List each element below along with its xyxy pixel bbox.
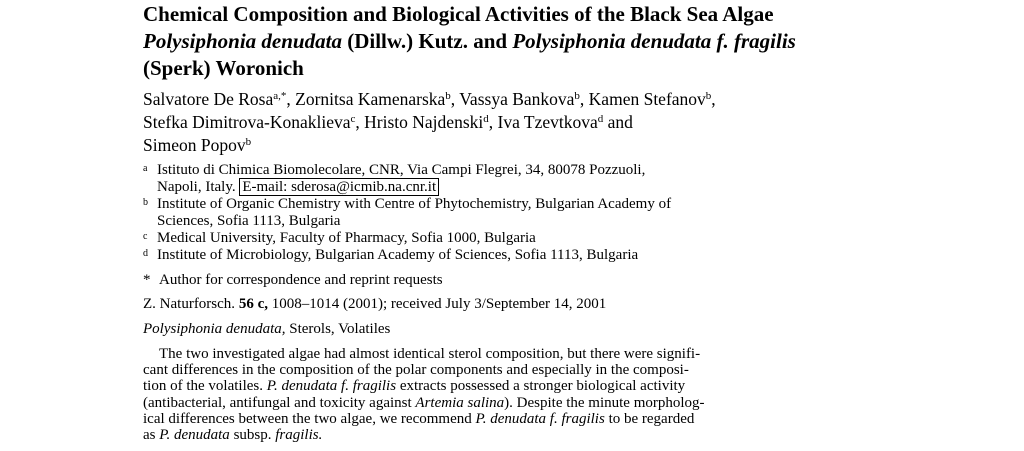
affiliation-mark: b bbox=[143, 197, 148, 208]
author-affil-mark: d bbox=[483, 113, 489, 125]
abstract-species: Artemia salina bbox=[415, 394, 505, 411]
abstract-text: as bbox=[143, 427, 160, 444]
author-name: Simeon Popov bbox=[143, 135, 246, 155]
journal-volume: 56 c, bbox=[238, 296, 268, 312]
affiliation-line: Institute of Microbiology, Bulgarian Academy of Sciences, Sofia 1113, Bulgaria bbox=[157, 247, 639, 263]
correspondence-note bbox=[143, 272, 883, 289]
correspondence-mark: * bbox=[143, 272, 151, 288]
abstract bbox=[143, 346, 808, 443]
paper-title bbox=[143, 1, 883, 82]
affiliation-line bbox=[157, 179, 883, 196]
title-line-2 bbox=[143, 28, 883, 55]
affiliation-text bbox=[157, 247, 883, 264]
title-species-2: Polysiphonia denudata f. fragilis bbox=[512, 29, 796, 53]
abstract-text: ical differences between the two algae, we recommend bbox=[143, 410, 476, 427]
author-name: Stefka Dimitrova-Konaklieva bbox=[143, 112, 351, 132]
abstract-species: P. denudata bbox=[159, 427, 230, 444]
affiliation-list bbox=[143, 162, 883, 264]
affiliation-text bbox=[157, 230, 883, 247]
author-name: Vassya Bankova bbox=[459, 89, 575, 109]
abstract-text: tion of the volatiles. bbox=[143, 378, 267, 395]
author-line-2 bbox=[143, 111, 883, 134]
abstract-line bbox=[143, 411, 808, 427]
title-line-1: Chemical Composition and Biological Activities of the Black Sea Algae bbox=[143, 2, 774, 26]
keyword-rest: Sterols, Volatiles bbox=[285, 321, 391, 337]
keyword-species: Polysiphonia denudata, bbox=[143, 321, 286, 337]
paper-header bbox=[143, 0, 883, 443]
abstract-line bbox=[143, 427, 808, 443]
affiliation-text bbox=[157, 196, 883, 230]
author-affil-mark: d bbox=[597, 113, 604, 125]
title-species-1: Polysiphonia denudata bbox=[143, 29, 342, 53]
affiliation-mark: c bbox=[143, 231, 148, 242]
affiliation-a bbox=[143, 162, 883, 196]
affiliation-c bbox=[143, 230, 883, 247]
abstract-text: subsp. bbox=[229, 427, 276, 444]
correspondence-text: Author for correspondence and reprint requests bbox=[159, 272, 443, 288]
author-separator: , bbox=[488, 112, 498, 132]
author-separator: , bbox=[450, 89, 460, 109]
author-line-1 bbox=[143, 88, 883, 111]
abstract-text: extracts possessed a stronger biological activity bbox=[396, 378, 686, 395]
author-separator: , bbox=[286, 89, 296, 109]
title-line-3: (Sperk) Woronich bbox=[143, 56, 304, 80]
abstract-species: P. denudata f. fragilis bbox=[266, 378, 397, 395]
author-affil-mark: b bbox=[705, 90, 712, 102]
journal-citation bbox=[143, 296, 883, 313]
author-affil-mark: a,* bbox=[273, 90, 287, 102]
author-separator: , bbox=[579, 89, 589, 109]
affiliation-line: Institute of Organic Chemistry with Centre of Phytochemistry, Bulgarian Academy of bbox=[157, 196, 672, 212]
affiliation-line: Istituto di Chimica Biomolecolare, CNR, Via Campi Flegrei, 34, 80078 Pozzuoli, bbox=[157, 162, 646, 178]
author-separator: , bbox=[711, 89, 716, 109]
author-separator: and bbox=[603, 112, 633, 132]
abstract-line: cant differences in the composition of the polar components and especially in the composi- bbox=[143, 362, 689, 379]
affiliation-text bbox=[157, 162, 883, 196]
abstract-text: (antibacterial, antifungal and toxicity against bbox=[143, 394, 416, 411]
author-name: Salvatore De Rosa bbox=[143, 89, 274, 109]
author-name: Hristo Najdenski bbox=[364, 112, 484, 132]
author-affil-mark: c bbox=[350, 113, 356, 125]
affiliation-location: Napoli, Italy. bbox=[157, 179, 240, 195]
affiliation-line: Sciences, Sofia 1113, Bulgaria bbox=[157, 213, 341, 229]
abstract-text: to be regarded bbox=[604, 410, 695, 427]
affiliation-b bbox=[143, 196, 883, 230]
abstract-species: P. denudata f. fragilis bbox=[475, 410, 605, 427]
author-line-3 bbox=[143, 134, 883, 157]
journal-name: Z. Naturforsch. bbox=[143, 296, 239, 312]
journal-pages-dates: 1008–1014 (2001); received July 3/September 14, 2001 bbox=[267, 296, 607, 312]
author-list bbox=[143, 88, 883, 157]
author-name: Iva Tzevtkova bbox=[497, 112, 598, 132]
affiliation-d bbox=[143, 247, 883, 264]
affiliation-line: Medical University, Faculty of Pharmacy, Sofia 1000, Bulgaria bbox=[157, 230, 536, 246]
author-name: Kamen Stefanov bbox=[588, 89, 706, 109]
affiliation-mark: a bbox=[143, 163, 148, 174]
abstract-species: fragilis. bbox=[275, 427, 323, 444]
author-separator: , bbox=[355, 112, 365, 132]
title-authority: (Dillw.) Kutz. and bbox=[341, 29, 513, 53]
author-affil-mark: b bbox=[245, 136, 252, 148]
affiliation-mark: d bbox=[143, 248, 148, 259]
abstract-line bbox=[143, 378, 808, 394]
abstract-line: The two investigated algae had almost identical sterol composition, but there were signifi- bbox=[159, 346, 701, 362]
author-name: Zornitsa Kamenarska bbox=[295, 89, 446, 109]
keywords bbox=[143, 321, 883, 338]
abstract-line bbox=[143, 395, 808, 411]
author-affil-mark: b bbox=[574, 90, 580, 102]
abstract-text: ). Despite the minute morpholog- bbox=[504, 394, 705, 411]
author-affil-mark: b bbox=[445, 90, 451, 102]
email-link[interactable]: E-mail: sderosa@icmib.na.cnr.it bbox=[239, 178, 439, 196]
